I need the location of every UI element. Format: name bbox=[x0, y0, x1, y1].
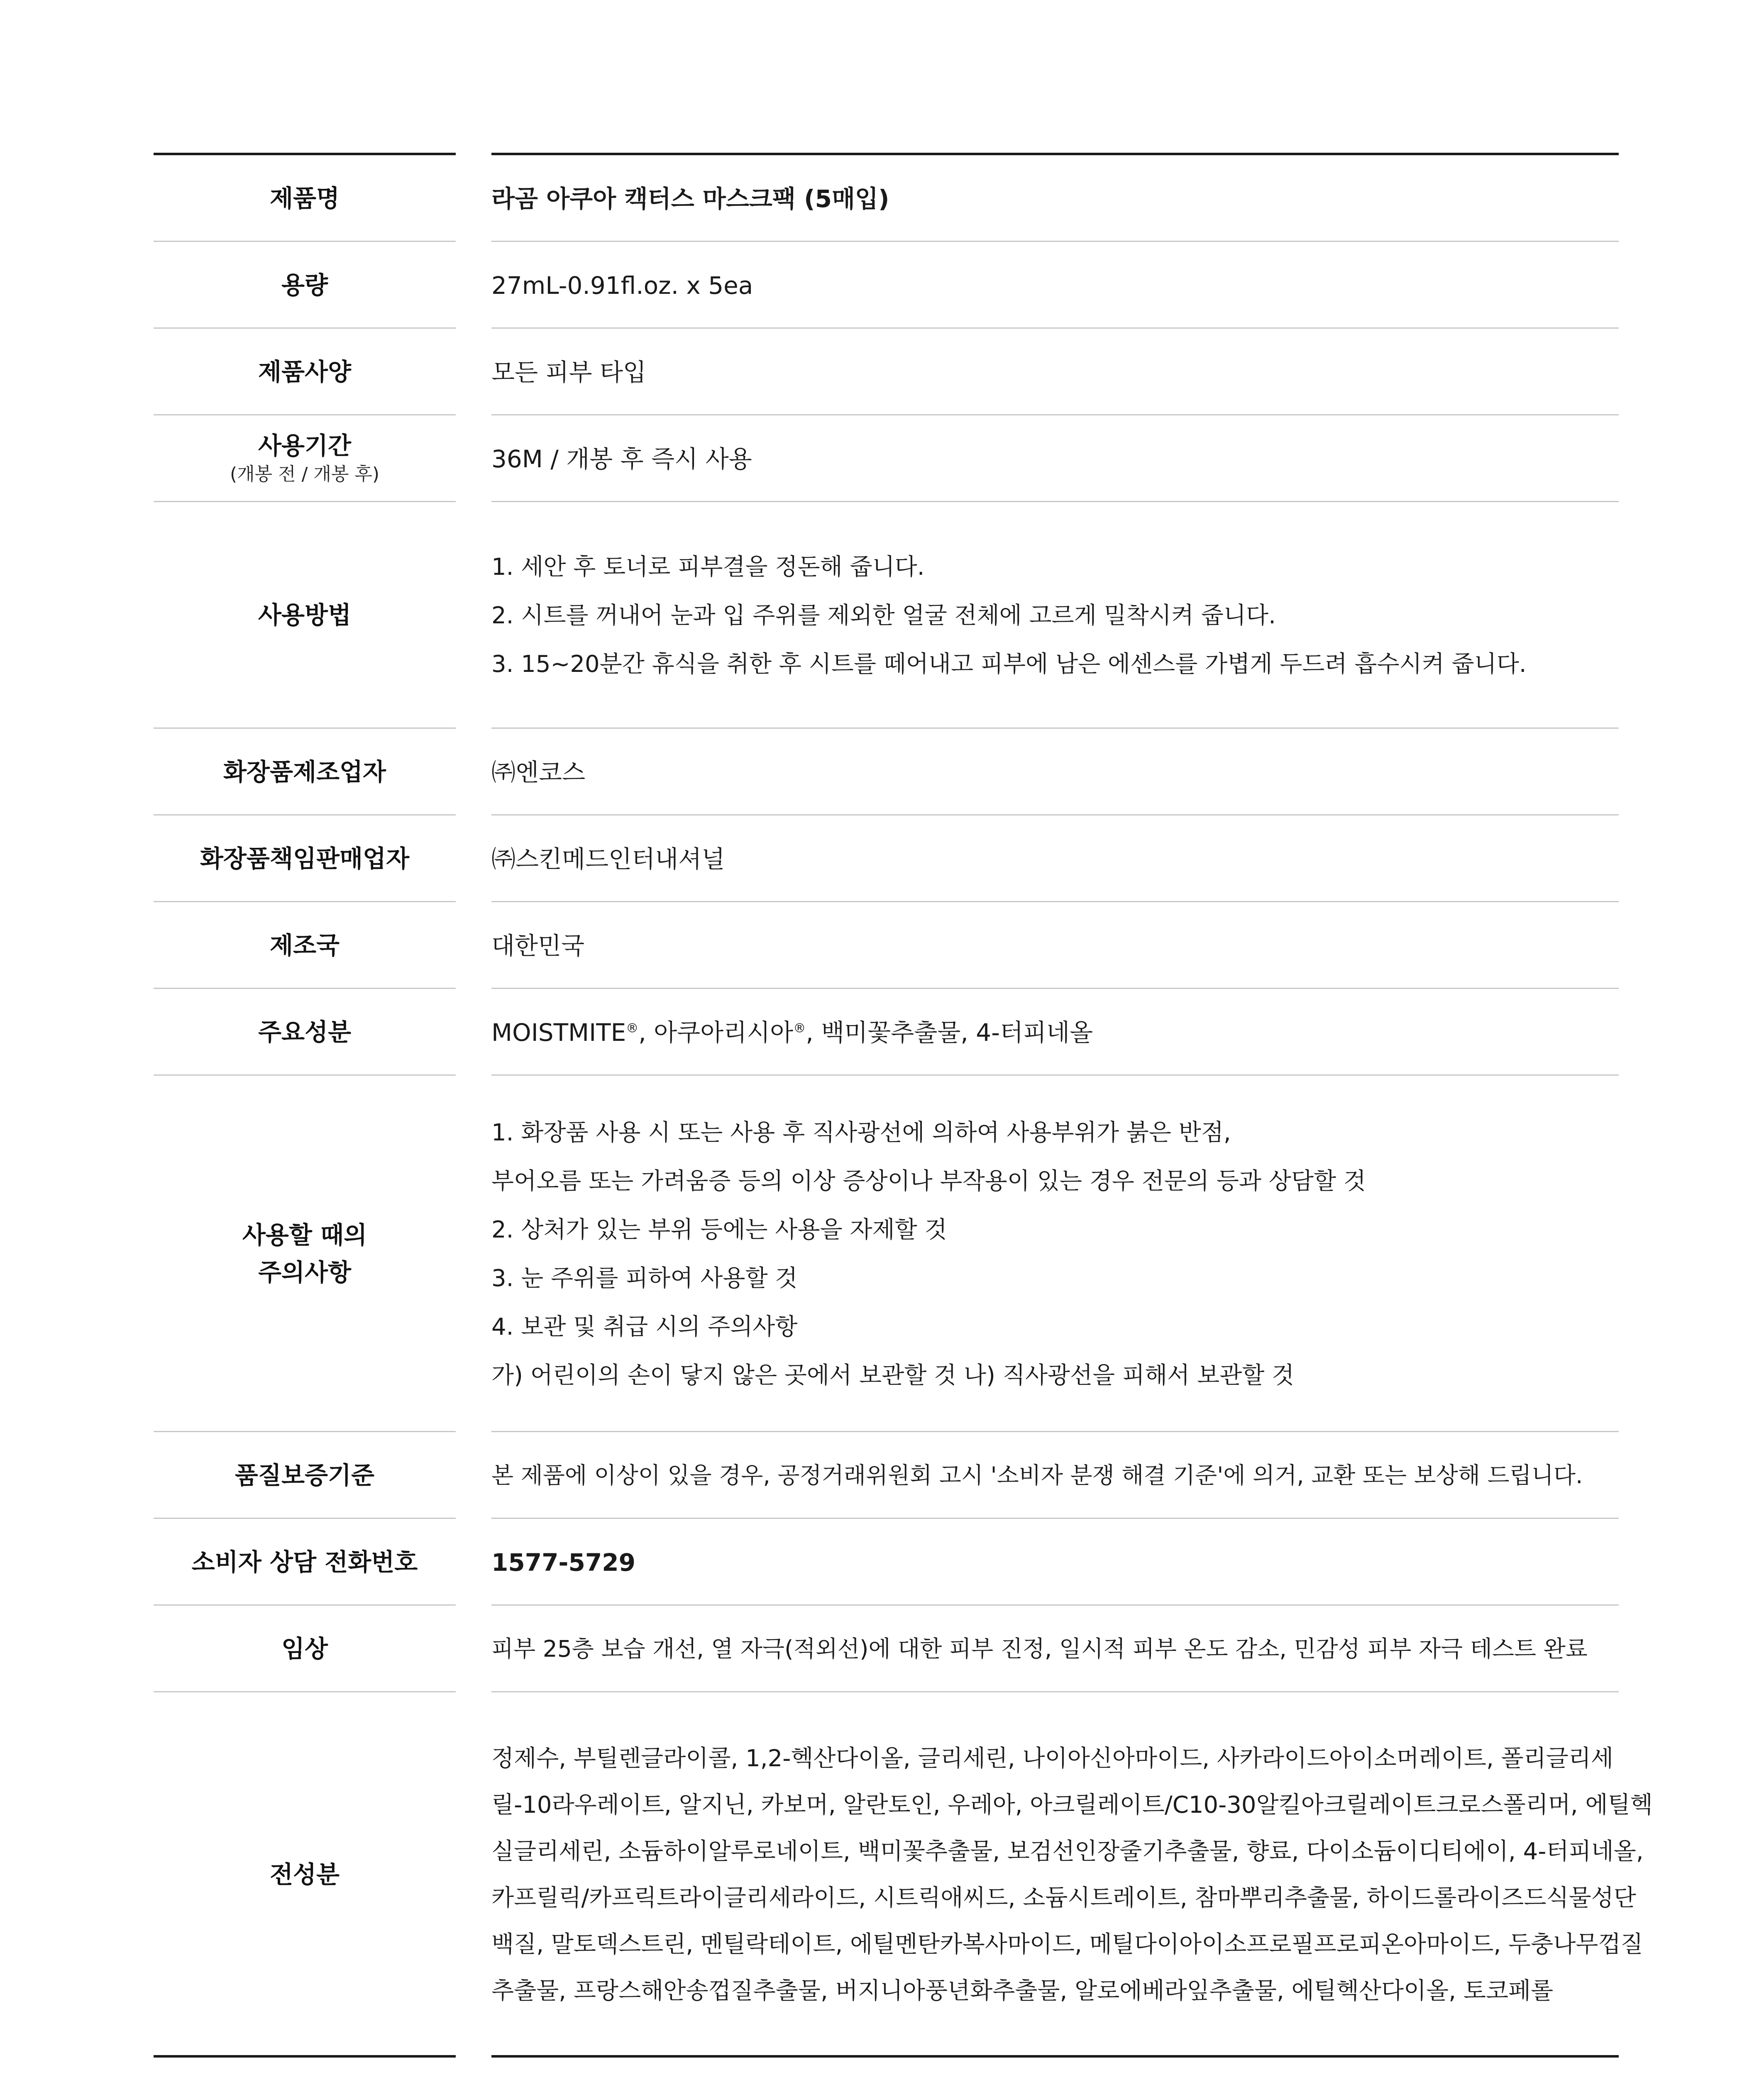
label-product-name: 제품명 bbox=[269, 184, 340, 212]
label-precautions-1: 사용할 때의 bbox=[242, 1221, 367, 1249]
label-clinical: 임상 bbox=[281, 1634, 328, 1663]
label-precautions-2: 주의사항 bbox=[258, 1258, 352, 1286]
value-capacity: 27mL-0.91fl.oz. x 5ea bbox=[491, 271, 753, 300]
value-product-name: 라곰 아쿠아 캑터스 마스크팩 (5매입) bbox=[491, 184, 889, 213]
precaution-line: 가) 어린이의 손이 닿지 않은 곳에서 보관할 것 나) 직사광선을 피해서 보관할 것 bbox=[491, 1362, 1295, 1389]
precaution-line: 3. 눈 주위를 피하여 사용할 것 bbox=[491, 1265, 798, 1292]
precaution-line: 1. 화장품 사용 시 또는 사용 후 직사광선에 의하여 사용부위가 붉은 반점, bbox=[491, 1119, 1231, 1146]
usage-line: 2. 시트를 꺼내어 눈과 입 주위를 제외한 얼굴 전체에 고르게 밀착시켜 줍니다. bbox=[491, 602, 1276, 629]
value-distributor: ㈜스킨메드인터내셔널 bbox=[491, 845, 725, 873]
label-period-sub: (개봉 전 / 개봉 후) bbox=[230, 463, 380, 485]
row-manufacturer bbox=[154, 729, 1619, 815]
row-distributor bbox=[154, 815, 1619, 902]
row-period bbox=[154, 415, 1619, 502]
label-capacity: 용량 bbox=[281, 271, 328, 299]
value-period: 36M / 개봉 후 즉시 사용 bbox=[491, 444, 752, 473]
usage-line: 3. 15~20분간 휴식을 취한 후 시트를 떼어내고 피부에 남은 에센스를 가볍게 두드려 흡수시켜 줍니다. bbox=[491, 650, 1527, 678]
label-phone: 소비자 상담 전화번호 bbox=[191, 1548, 418, 1576]
row-usage bbox=[154, 502, 1619, 729]
precaution-line: 2. 상처가 있는 부위 등에는 사용을 자제할 것 bbox=[491, 1216, 947, 1243]
value-manufacturer: ㈜엔코스 bbox=[491, 758, 586, 786]
precaution-line: 부어오름 또는 가려움증 등의 이상 증상이나 부작용이 있는 경우 전문의 등과 상담할 것 bbox=[491, 1167, 1366, 1195]
ingredient-line: 실글리세린, 소듐하이알루로네이트, 백미꽃추출물, 보검선인장줄기추출물, 향료, 다이소듐이디티에이, 4-터피네올, bbox=[491, 1838, 1644, 1865]
row-spec bbox=[154, 329, 1619, 415]
label-quality: 품질보증기준 bbox=[235, 1461, 375, 1489]
row-clinical bbox=[154, 1606, 1619, 1692]
ingredient-line: 카프릴릭/카프릭트라이글리세라이드, 시트릭애씨드, 소듐시트레이트, 참마뿌리추출물, 하이드롤라이즈드식물성단 bbox=[491, 1885, 1636, 1911]
value-key-ingredients: MOISTMITE®, 아쿠아리시아®, 백미꽃추출물, 4-터피네올 bbox=[491, 1018, 1093, 1047]
row-key-ingredients bbox=[154, 989, 1619, 1076]
ingredient-line: 릴-10라우레이트, 알지닌, 카보머, 알란토인, 우레아, 아크릴레이트/C10-30알킬아크릴레이트크로스폴리머, 에틸헥 bbox=[491, 1792, 1653, 1819]
value-country: 대한민국 bbox=[491, 931, 585, 960]
row-capacity bbox=[154, 242, 1619, 329]
label-distributor: 화장품책임판매업자 bbox=[200, 844, 410, 873]
label-country: 제조국 bbox=[269, 931, 340, 959]
ingredient-line: 백질, 말토덱스트린, 멘틸락테이트, 에틸멘탄카복사마이드, 메틸다이아이소프로필프로피온아마이드, 두충나무껍질 bbox=[491, 1931, 1643, 1958]
value-phone: 1577-5729 bbox=[491, 1548, 635, 1577]
value-clinical: 피부 25층 보습 개선, 열 자극(적외선)에 대한 피부 진정, 일시적 피부 온도 감소, 민감성 피부 자극 테스트 완료 bbox=[491, 1636, 1588, 1662]
product-info-table bbox=[154, 153, 1653, 2058]
label-manufacturer: 화장품제조업자 bbox=[223, 757, 386, 786]
ingredient-line: 정제수, 부틸렌글라이콜, 1,2-헥산다이올, 글리세린, 나이아신아마이드, 사카라이드아이소머레이트, 폴리글리세 bbox=[491, 1745, 1614, 1772]
label-full-ingredients: 전성분 bbox=[269, 1860, 340, 1889]
usage-line: 1. 세안 후 토너로 피부결을 정돈해 줍니다. bbox=[491, 553, 925, 581]
label-usage: 사용방법 bbox=[258, 601, 352, 630]
row-quality bbox=[154, 1432, 1619, 1519]
label-key-ingredients: 주요성분 bbox=[258, 1018, 352, 1046]
row-country bbox=[154, 902, 1619, 989]
row-precautions bbox=[154, 1076, 1619, 1432]
label-spec: 제품사양 bbox=[258, 357, 352, 386]
row-phone bbox=[154, 1519, 1619, 1606]
row-full-ingredients bbox=[154, 1692, 1653, 2058]
ingredient-line: 추출물, 프랑스해안송껍질추출물, 버지니아풍년화추출물, 알로에베라잎추출물, 에틸헥산다이올, 토코페롤 bbox=[491, 1977, 1554, 2004]
value-spec: 모든 피부 타입 bbox=[491, 358, 647, 386]
label-period: 사용기간 bbox=[258, 432, 352, 460]
value-quality: 본 제품에 이상이 있을 경우, 공정거래위원회 고시 '소비자 분쟁 해결 기준'에 의거, 교환 또는 보상해 드립니다. bbox=[491, 1462, 1583, 1489]
precaution-line: 4. 보관 및 취급 시의 주의사항 bbox=[491, 1313, 798, 1340]
row-product-name bbox=[154, 155, 1619, 242]
